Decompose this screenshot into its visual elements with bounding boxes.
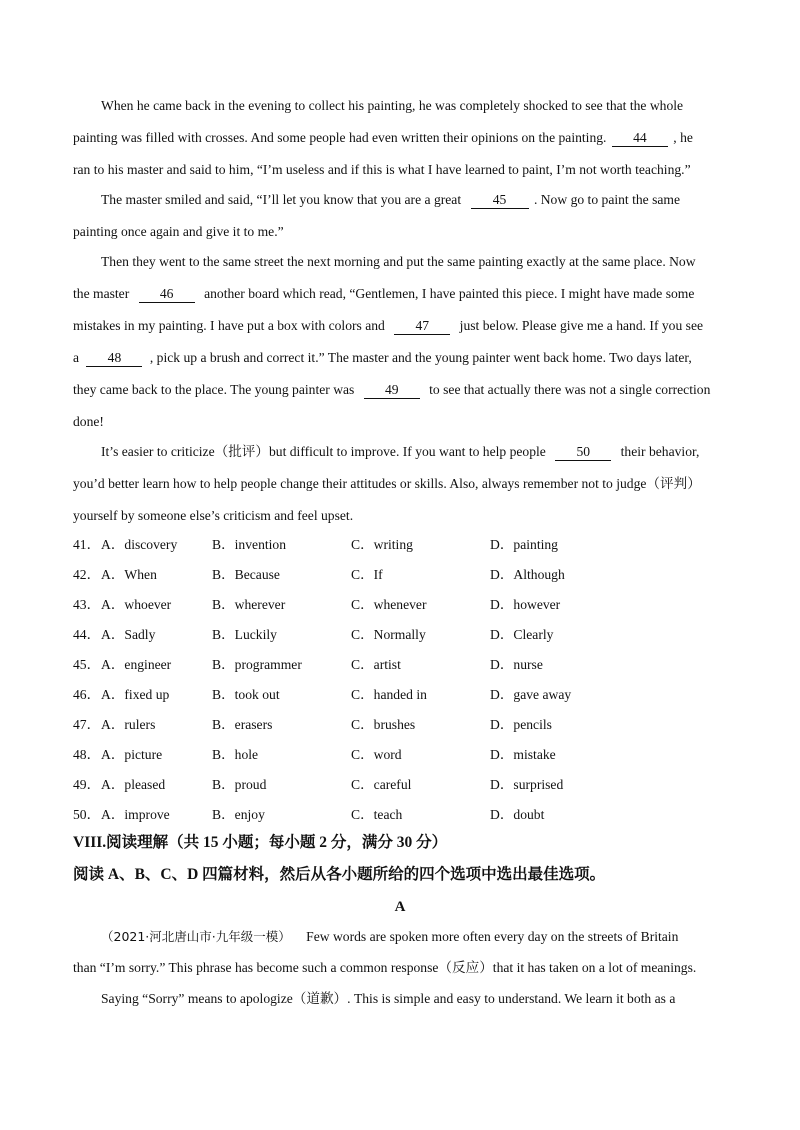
passage-text: , he <box>673 130 693 145</box>
passage-text: the master <box>73 286 130 301</box>
option-a: A．rulers <box>101 717 156 732</box>
passage-text: , pick up a brush and correct it.” The master and the young painter went back home. Two days later, <box>149 350 692 365</box>
blank-47: 47 <box>394 318 450 335</box>
passage-text: just below. Please give me a hand. If you see <box>459 318 704 333</box>
option-a: A．pleased <box>101 777 166 792</box>
question-number: 45． <box>73 657 101 672</box>
option-b: B．took out <box>212 687 280 702</box>
option-b: B．hole <box>212 747 259 762</box>
option-c: C．If <box>351 567 383 582</box>
option-d: D．nurse <box>490 657 543 672</box>
passage-text: Few words are spoken more often every day on the streets of Britain <box>306 929 679 944</box>
passage-line: done! <box>73 414 104 429</box>
option-d: D．mistake <box>490 747 556 762</box>
question-number: 50． <box>73 807 101 822</box>
blank-46: 46 <box>139 286 195 303</box>
question-number: 43． <box>73 597 101 612</box>
option-b: B．erasers <box>212 717 273 732</box>
question-row <box>73 565 733 585</box>
option-d: D．painting <box>490 537 558 552</box>
question-number: 41． <box>73 537 101 552</box>
option-c: C．writing <box>351 537 413 552</box>
passage-text: a <box>73 350 80 365</box>
option-d: D．doubt <box>490 807 545 822</box>
passage-text: The master smiled and said, “I’ll let you know that you are a great <box>101 192 462 207</box>
option-c: C．brushes <box>351 717 416 732</box>
passage-line <box>101 190 680 210</box>
option-b: B．Luckily <box>212 627 277 642</box>
passage-line <box>73 284 694 304</box>
passage-line <box>101 927 678 947</box>
passage-text: to see that actually there was not a single correction <box>429 382 711 397</box>
passage-text: they came back to the place. The young painter was <box>73 382 355 397</box>
passage-line <box>101 442 699 462</box>
passage-line: painting once again and give it to me.” <box>73 224 284 239</box>
option-a: A．When <box>101 567 157 582</box>
passage-line: When he came back in the evening to collect his painting, he was completely shocked to see that the whole <box>101 98 684 113</box>
option-d: D．however <box>490 597 561 612</box>
section-instruction: 阅读 A、B、C、D 四篇材料，然后从各小题所给的四个选项中选出最佳选项。 <box>73 866 606 883</box>
question-number: 46． <box>73 687 101 702</box>
option-b: B．wherever <box>212 597 286 612</box>
option-c: C．handed in <box>351 687 427 702</box>
option-b: B．invention <box>212 537 287 552</box>
part-label: A <box>394 899 406 915</box>
passage-line <box>73 128 693 148</box>
option-a: A．engineer <box>101 657 172 672</box>
option-c: C．careful <box>351 777 412 792</box>
question-row <box>73 775 733 795</box>
question-row <box>73 685 733 705</box>
option-a: A．improve <box>101 807 170 822</box>
option-d: D．Although <box>490 567 565 582</box>
passage-text: . Now go to paint the same <box>533 192 681 207</box>
blank-50: 50 <box>555 444 611 461</box>
question-number: 48． <box>73 747 101 762</box>
option-b: B．programmer <box>212 657 302 672</box>
question-number: 49． <box>73 777 101 792</box>
option-c: C．Normally <box>351 627 426 642</box>
option-a: A．fixed up <box>101 687 170 702</box>
passage-text: their behavior, <box>620 444 700 459</box>
passage-line <box>73 316 703 336</box>
blank-44: 44 <box>612 130 668 147</box>
question-number: 42． <box>73 567 101 582</box>
question-row <box>73 625 733 645</box>
option-b: B．proud <box>212 777 267 792</box>
option-b: B．Because <box>212 567 280 582</box>
passage-line <box>73 380 710 400</box>
option-c: C．teach <box>351 807 403 822</box>
blank-48: 48 <box>86 350 142 367</box>
option-a: A．discovery <box>101 537 178 552</box>
option-d: D．pencils <box>490 717 552 732</box>
option-b: B．enjoy <box>212 807 265 822</box>
blank-49: 49 <box>364 382 420 399</box>
question-row <box>73 715 733 735</box>
option-c: C．word <box>351 747 402 762</box>
source-label: （2021·河北唐山市·九年级一模） <box>101 929 291 944</box>
passage-text: It’s easier to criticize（批评）but difficult to improve. If you want to help people <box>101 444 546 459</box>
question-row <box>73 535 733 555</box>
option-c: C．whenever <box>351 597 427 612</box>
option-a: A．picture <box>101 747 163 762</box>
option-d: D．Clearly <box>490 627 554 642</box>
section-heading: VIII.阅读理解（共 15 小题；每小题 2 分，满分 30 分） <box>73 834 448 851</box>
passage-line: Saying “Sorry” means to apologize（道歉）. This is simple and easy to understand. We learn it both as a <box>101 991 676 1006</box>
passage-line <box>73 348 692 368</box>
passage-text: mistakes in my painting. I have put a box with colors and <box>73 318 385 333</box>
option-d: D．surprised <box>490 777 564 792</box>
question-row <box>73 805 733 825</box>
passage-text: another board which read, “Gentlemen, I have painted this piece. I might have made some <box>204 286 695 301</box>
passage-line: Then they went to the same street the next morning and put the same painting exactly at the same place. Now <box>101 254 696 269</box>
option-a: A．Sadly <box>101 627 156 642</box>
blank-45: 45 <box>471 192 529 209</box>
passage-line: than “I’m sorry.” This phrase has become such a common response（反应）that it has taken on a lot of meanings. <box>73 960 697 975</box>
passage-line: ran to his master and said to him, “I’m useless and if this is what I have learned to paint, I’m not worth teaching.” <box>73 162 691 177</box>
question-number: 44． <box>73 627 101 642</box>
question-row <box>73 595 733 615</box>
question-row <box>73 655 733 675</box>
question-number: 47． <box>73 717 101 732</box>
passage-line: yourself by someone else’s criticism and feel upset. <box>73 508 354 523</box>
option-d: D．gave away <box>490 687 572 702</box>
passage-line: you’d better learn how to help people change their attitudes or skills. Also, always remember not to judge（评判） <box>73 476 701 491</box>
passage-text: painting was filled with crosses. And some people had even written their opinions on the painting. <box>73 130 607 145</box>
question-row <box>73 745 733 765</box>
option-c: C．artist <box>351 657 401 672</box>
option-a: A．whoever <box>101 597 172 612</box>
